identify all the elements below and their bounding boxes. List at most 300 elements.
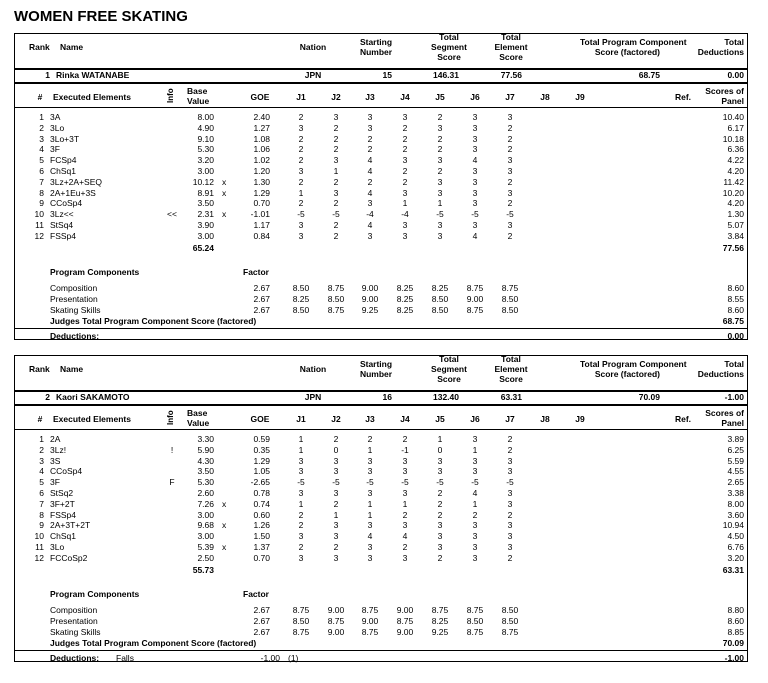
ded-header-2: Deductions bbox=[697, 369, 744, 379]
element-panel-score: 3.60 bbox=[727, 509, 744, 520]
element-judge-score: 2 bbox=[507, 230, 513, 241]
element-judge-score: 3 bbox=[367, 488, 373, 498]
element-base-value: 5.90 bbox=[197, 444, 214, 455]
element-judge-score: 1 bbox=[437, 434, 443, 444]
elements-divider bbox=[14, 107, 748, 108]
pcs-total: 70.09 bbox=[722, 638, 744, 648]
element-name: FCSp4 bbox=[50, 155, 77, 166]
component-judge-score: 8.50 bbox=[327, 294, 345, 304]
element-judge-score: 1 bbox=[402, 198, 408, 209]
element-judge-score: 3 bbox=[472, 466, 478, 477]
element-judge-score: 3 bbox=[472, 144, 478, 155]
element-judge-score: 2 bbox=[507, 552, 513, 563]
element-panel-score: 4.20 bbox=[727, 166, 744, 176]
element-base-value: 5.30 bbox=[197, 144, 214, 155]
element-info: << bbox=[167, 209, 177, 220]
judge-header-4: J4 bbox=[400, 414, 410, 424]
info-header: Info bbox=[166, 410, 175, 425]
skater-ded: 0.00 bbox=[727, 70, 744, 80]
element-judge-score: 3 bbox=[367, 230, 373, 241]
element-judge-score: 2 bbox=[333, 144, 339, 155]
base-value-total: 55.73 bbox=[192, 564, 214, 575]
element-judge-score: 2 bbox=[333, 133, 339, 144]
judge-header-4: J4 bbox=[400, 92, 410, 102]
element-judge-score: 3 bbox=[333, 552, 339, 563]
element-number: 8 bbox=[39, 509, 44, 520]
component-judge-score: 8.50 bbox=[501, 605, 519, 615]
element-judge-score: 4 bbox=[367, 166, 373, 176]
element-goe: 1.08 bbox=[253, 133, 270, 144]
nation-header: Nation bbox=[299, 42, 327, 52]
component-judge-score: 8.75 bbox=[501, 627, 519, 637]
element-bonus-mark: x bbox=[222, 187, 227, 198]
element-base-value: 2.60 bbox=[197, 488, 214, 498]
element-judge-score: 2 bbox=[437, 488, 443, 498]
component-judge-score: 8.50 bbox=[431, 294, 449, 304]
element-judge-score: -1 bbox=[401, 444, 409, 455]
judge-header-7: J7 bbox=[505, 92, 515, 102]
element-number: 4 bbox=[39, 466, 44, 477]
element-name: FCCoSp2 bbox=[50, 552, 88, 563]
element-judge-score: 3 bbox=[402, 187, 408, 198]
element-judge-score: 3 bbox=[367, 520, 373, 531]
element-name: 3A bbox=[50, 112, 61, 122]
element-panel-score: 3.38 bbox=[727, 488, 744, 498]
skater-ded: -1.00 bbox=[724, 392, 744, 402]
element-judge-score: 3 bbox=[367, 112, 373, 122]
panel-header-1: Scores of bbox=[705, 86, 744, 96]
element-judge-score: 3 bbox=[472, 122, 478, 133]
element-judge-score: 2 bbox=[437, 552, 443, 563]
element-base-value: 3.00 bbox=[197, 509, 214, 520]
component-judge-score: 8.75 bbox=[327, 283, 345, 293]
element-base-value: 10.12 bbox=[192, 176, 214, 187]
element-panel-score: 10.94 bbox=[722, 520, 744, 531]
element-judge-score: 2 bbox=[507, 144, 513, 155]
judge-header-6: J6 bbox=[470, 414, 480, 424]
element-judge-score: -5 bbox=[506, 209, 514, 220]
element-judge-score: 2 bbox=[333, 122, 339, 133]
component-judge-score: 8.75 bbox=[466, 283, 484, 293]
element-judge-score: 4 bbox=[402, 531, 408, 542]
element-number: 2 bbox=[39, 444, 44, 455]
starting-header-2: Number bbox=[359, 369, 393, 379]
tss-header-1: Total bbox=[439, 32, 459, 42]
component-judge-score: 8.75 bbox=[327, 616, 345, 626]
element-number: 7 bbox=[39, 176, 44, 187]
element-judge-score: 3 bbox=[472, 187, 478, 198]
component-judge-score: 9.00 bbox=[327, 627, 345, 637]
element-number: 6 bbox=[39, 166, 44, 176]
element-judge-score: 2 bbox=[298, 155, 304, 166]
deduction-value: -1.00 bbox=[260, 653, 280, 663]
element-judge-score: 1 bbox=[472, 444, 478, 455]
judge-header-1: J1 bbox=[296, 414, 306, 424]
element-base-value: 3.30 bbox=[197, 434, 214, 444]
element-name: 3Lz+2A+SEQ bbox=[50, 176, 102, 187]
element-judge-score: 1 bbox=[367, 444, 373, 455]
element-judge-score: 3 bbox=[402, 230, 408, 241]
nation-header: Nation bbox=[299, 364, 327, 374]
deductions-total: -1.00 bbox=[724, 653, 744, 663]
element-judge-score: 3 bbox=[367, 198, 373, 209]
element-name: ChSq1 bbox=[50, 531, 76, 542]
component-judge-score: 9.00 bbox=[361, 294, 379, 304]
component-judge-score: 8.50 bbox=[292, 283, 310, 293]
deductions-total: 0.00 bbox=[727, 331, 744, 341]
element-judge-score: 3 bbox=[507, 488, 513, 498]
element-judge-score: 3 bbox=[367, 122, 373, 133]
component-judge-score: 8.25 bbox=[396, 305, 414, 315]
skater-start: 16 bbox=[382, 392, 392, 402]
skater-tss: 146.31 bbox=[433, 70, 459, 80]
element-judge-score: 3 bbox=[472, 434, 478, 444]
element-judge-score: -4 bbox=[401, 209, 409, 220]
element-judge-score: 3 bbox=[507, 455, 513, 466]
element-judge-score: 3 bbox=[298, 122, 304, 133]
goe-header: GOE bbox=[250, 92, 270, 102]
component-judge-score: 9.25 bbox=[361, 305, 379, 315]
element-judge-score: 3 bbox=[472, 198, 478, 209]
element-judge-score: 2 bbox=[402, 176, 408, 187]
element-judge-score: 3 bbox=[472, 166, 478, 176]
component-judge-score: 8.75 bbox=[361, 605, 379, 615]
factor-header: Factor bbox=[243, 267, 269, 277]
element-goe: 2.40 bbox=[253, 112, 270, 122]
element-judge-score: 2 bbox=[402, 133, 408, 144]
rank-header: Rank bbox=[29, 42, 50, 52]
element-goe: 1.50 bbox=[253, 531, 270, 542]
element-judge-score: 2 bbox=[437, 166, 443, 176]
component-judge-score: 9.00 bbox=[361, 616, 379, 626]
element-bonus-mark: x bbox=[222, 209, 227, 220]
element-judge-score: 1 bbox=[367, 509, 373, 520]
element-judge-score: 1 bbox=[333, 166, 339, 176]
element-judge-score: 1 bbox=[298, 498, 304, 509]
element-base-value: 8.00 bbox=[197, 112, 214, 122]
element-judge-score: 3 bbox=[437, 155, 443, 166]
element-base-value: 4.30 bbox=[197, 455, 214, 466]
element-number: 9 bbox=[39, 520, 44, 531]
element-judge-score: 3 bbox=[472, 133, 478, 144]
element-bonus-mark: x bbox=[222, 498, 227, 509]
element-number: 10 bbox=[34, 209, 44, 220]
element-name: ChSq1 bbox=[50, 166, 76, 176]
judge-header-5: J5 bbox=[435, 92, 445, 102]
element-judge-score: 3 bbox=[298, 552, 304, 563]
element-judge-score: 3 bbox=[333, 155, 339, 166]
skater-start: 15 bbox=[382, 70, 392, 80]
element-judge-score: 3 bbox=[402, 155, 408, 166]
elements-divider bbox=[14, 429, 748, 430]
element-number: 7 bbox=[39, 498, 44, 509]
panel-header-2: Panel bbox=[721, 418, 744, 428]
component-judge-score: 8.75 bbox=[292, 627, 310, 637]
element-goe: 0.70 bbox=[253, 198, 270, 209]
element-judge-score: 1 bbox=[472, 498, 478, 509]
element-judge-score: -5 bbox=[332, 209, 340, 220]
element-judge-score: 3 bbox=[298, 488, 304, 498]
element-judge-score: 3 bbox=[333, 520, 339, 531]
element-number: 11 bbox=[35, 542, 44, 552]
element-judge-score: 2 bbox=[333, 198, 339, 209]
element-judge-score: 3 bbox=[507, 520, 513, 531]
starting-header-1: Starting bbox=[359, 359, 393, 369]
component-judge-score: 8.50 bbox=[501, 294, 519, 304]
component-judge-score: 8.50 bbox=[501, 305, 519, 315]
judge-header-7: J7 bbox=[505, 414, 515, 424]
component-panel-score: 8.55 bbox=[727, 294, 744, 304]
component-judge-score: 8.75 bbox=[466, 605, 484, 615]
component-judge-score: 9.00 bbox=[361, 283, 379, 293]
deduction-reason: Falls bbox=[116, 653, 134, 663]
element-judge-score: 3 bbox=[472, 552, 478, 563]
element-judge-score: 1 bbox=[367, 498, 373, 509]
component-judge-score: 8.75 bbox=[361, 627, 379, 637]
element-judge-score: 3 bbox=[333, 466, 339, 477]
element-judge-score: 3 bbox=[472, 455, 478, 466]
element-judge-score: 3 bbox=[437, 220, 443, 230]
element-judge-score: 2 bbox=[298, 133, 304, 144]
element-panel-score: 10.20 bbox=[722, 187, 744, 198]
element-panel-score: 2.65 bbox=[727, 477, 744, 488]
judge-header-8: J8 bbox=[540, 92, 550, 102]
deductions-divider bbox=[14, 650, 748, 651]
deductions-label: Deductions: bbox=[50, 331, 100, 341]
element-bonus-mark: x bbox=[222, 542, 227, 552]
panel-header-2: Panel bbox=[721, 96, 744, 106]
element-goe: 1.37 bbox=[253, 542, 270, 552]
element-judge-score: 2 bbox=[507, 133, 513, 144]
name-header: Name bbox=[60, 42, 84, 52]
component-judge-score: 8.75 bbox=[327, 305, 345, 315]
element-name: 3S bbox=[50, 455, 61, 466]
factor-header: Factor bbox=[243, 589, 269, 599]
element-judge-score: 2 bbox=[507, 509, 513, 520]
element-number: 8 bbox=[39, 187, 44, 198]
element-base-value: 2.31 bbox=[197, 209, 214, 220]
ref-header: Ref. bbox=[674, 92, 692, 102]
judge-header-2: J2 bbox=[331, 414, 341, 424]
element-name: 3Lz<< bbox=[50, 209, 74, 220]
element-judge-score: 3 bbox=[507, 531, 513, 542]
element-goe: 1.06 bbox=[253, 144, 270, 155]
element-judge-score: 2 bbox=[298, 542, 304, 552]
elements-header: Executed Elements bbox=[53, 414, 131, 424]
element-number: 1 bbox=[39, 434, 44, 444]
element-name: 2A+1Eu+3S bbox=[50, 187, 96, 198]
tss-header-2: Segment bbox=[431, 42, 467, 52]
element-name: 3F bbox=[50, 144, 60, 155]
starting-header-2: Number bbox=[359, 47, 393, 57]
element-base-value: 3.50 bbox=[197, 198, 214, 209]
element-base-value: 3.50 bbox=[197, 466, 214, 477]
element-goe: -1.01 bbox=[250, 209, 270, 220]
element-name: 3F+2T bbox=[50, 498, 75, 509]
element-judge-score: 2 bbox=[472, 509, 478, 520]
element-number: 11 bbox=[35, 220, 44, 230]
num-header: # bbox=[37, 92, 43, 102]
component-judge-score: 8.25 bbox=[396, 294, 414, 304]
element-judge-score: 4 bbox=[367, 220, 373, 230]
element-judge-score: 3 bbox=[402, 520, 408, 531]
element-goe: 1.27 bbox=[253, 122, 270, 133]
element-name: 3Lz! bbox=[50, 444, 67, 455]
element-judge-score: 3 bbox=[298, 220, 304, 230]
element-name: CCoSp4 bbox=[50, 466, 83, 477]
component-judge-score: 8.25 bbox=[292, 294, 310, 304]
element-base-value: 3.90 bbox=[197, 220, 214, 230]
element-panel-score: 6.25 bbox=[727, 444, 744, 455]
element-judge-score: 2 bbox=[367, 144, 373, 155]
element-panel-score: 5.07 bbox=[727, 220, 744, 230]
element-goe: 0.59 bbox=[253, 434, 270, 444]
element-info: F bbox=[169, 477, 175, 488]
element-number: 3 bbox=[39, 133, 44, 144]
element-judge-score: 1 bbox=[333, 509, 339, 520]
element-judge-score: 3 bbox=[333, 531, 339, 542]
component-factor: 2.67 bbox=[253, 305, 270, 315]
element-judge-score: 3 bbox=[402, 488, 408, 498]
tes-header-3: Score bbox=[499, 52, 523, 62]
element-base-value: 2.50 bbox=[197, 552, 214, 563]
component-judge-score: 8.50 bbox=[431, 305, 449, 315]
element-judge-score: 2 bbox=[402, 122, 408, 133]
tes-header-1: Total bbox=[501, 354, 521, 364]
tss-header-1: Total bbox=[439, 354, 459, 364]
component-panel-score: 8.60 bbox=[727, 283, 744, 293]
skater-tes: 77.56 bbox=[500, 70, 522, 80]
element-judge-score: 2 bbox=[437, 509, 443, 520]
element-goe: 0.70 bbox=[253, 552, 270, 563]
element-judge-score: 3 bbox=[437, 520, 443, 531]
element-judge-score: 1 bbox=[437, 198, 443, 209]
base-value-header-1: Base bbox=[187, 408, 208, 418]
element-base-value: 8.91 bbox=[197, 187, 214, 198]
judge-header-1: J1 bbox=[296, 92, 306, 102]
element-judge-score: 4 bbox=[472, 155, 478, 166]
element-panel-score: 4.22 bbox=[727, 155, 744, 166]
component-panel-score: 8.60 bbox=[727, 305, 744, 315]
element-judge-score: 3 bbox=[437, 230, 443, 241]
element-judge-score: 3 bbox=[437, 455, 443, 466]
element-number: 5 bbox=[39, 155, 44, 166]
pcs-header-1: Total Program Component bbox=[580, 359, 687, 369]
component-factor: 2.67 bbox=[253, 616, 270, 626]
element-judge-score: 2 bbox=[298, 198, 304, 209]
element-judge-score: 2 bbox=[437, 498, 443, 509]
element-goe: 1.30 bbox=[253, 176, 270, 187]
element-goe: 0.35 bbox=[253, 444, 270, 455]
component-judge-score: 8.50 bbox=[466, 616, 484, 626]
element-number: 2 bbox=[39, 122, 44, 133]
element-judge-score: -5 bbox=[297, 209, 305, 220]
element-judge-score: 2 bbox=[333, 230, 339, 241]
element-name: 2A bbox=[50, 434, 61, 444]
element-judge-score: 2 bbox=[333, 220, 339, 230]
element-judge-score: -5 bbox=[366, 477, 374, 488]
pcs-total: 68.75 bbox=[722, 316, 744, 326]
element-name: FSSp4 bbox=[50, 230, 76, 241]
goe-header: GOE bbox=[250, 414, 270, 424]
components-header: Program Components bbox=[50, 589, 140, 599]
component-judge-score: 8.50 bbox=[292, 616, 310, 626]
skater-rank: 2 bbox=[45, 392, 50, 402]
element-judge-score: 3 bbox=[298, 455, 304, 466]
element-panel-score: 6.76 bbox=[727, 542, 744, 552]
component-judge-score: 9.25 bbox=[431, 627, 449, 637]
element-judge-score: 3 bbox=[367, 455, 373, 466]
component-name: Presentation bbox=[50, 616, 98, 626]
base-value-header-2: Value bbox=[187, 418, 210, 428]
component-name: Composition bbox=[50, 283, 98, 293]
skater-nation: JPN bbox=[304, 392, 322, 402]
component-judge-score: 8.75 bbox=[431, 605, 449, 615]
element-judge-score: 3 bbox=[507, 112, 513, 122]
element-number: 3 bbox=[39, 455, 44, 466]
element-goe: 0.74 bbox=[253, 498, 270, 509]
component-judge-score: 8.50 bbox=[501, 616, 519, 626]
element-judge-score: -5 bbox=[332, 477, 340, 488]
element-judge-score: 2 bbox=[298, 144, 304, 155]
element-judge-score: 2 bbox=[507, 198, 513, 209]
component-factor: 2.67 bbox=[253, 283, 270, 293]
element-judge-score: -5 bbox=[297, 477, 305, 488]
element-judge-score: 2 bbox=[298, 509, 304, 520]
element-judge-score: 2 bbox=[437, 112, 443, 122]
element-number: 4 bbox=[39, 144, 44, 155]
element-judge-score: 3 bbox=[402, 466, 408, 477]
judge-header-9: J9 bbox=[575, 414, 585, 424]
element-judge-score: 3 bbox=[437, 122, 443, 133]
element-number: 12 bbox=[34, 230, 44, 241]
element-judge-score: -5 bbox=[471, 209, 479, 220]
elements-header: Executed Elements bbox=[53, 92, 131, 102]
element-base-value: 4.90 bbox=[197, 122, 214, 133]
components-header: Program Components bbox=[50, 267, 140, 277]
element-judge-score: 2 bbox=[402, 509, 408, 520]
component-judge-score: 9.00 bbox=[396, 605, 414, 615]
element-panel-score: 10.18 bbox=[722, 133, 744, 144]
deductions-label: Deductions: bbox=[50, 653, 100, 663]
element-judge-score: 3 bbox=[472, 542, 478, 552]
tes-header-1: Total bbox=[501, 32, 521, 42]
judge-header-3: J3 bbox=[365, 92, 375, 102]
element-judge-score: 2 bbox=[298, 112, 304, 122]
element-judge-score: 3 bbox=[367, 542, 373, 552]
element-name: FSSp4 bbox=[50, 509, 76, 520]
element-judge-score: 3 bbox=[333, 455, 339, 466]
element-goe: 1.26 bbox=[253, 520, 270, 531]
element-judge-score: 0 bbox=[437, 444, 443, 455]
base-value-total: 65.24 bbox=[192, 242, 214, 253]
element-judge-score: 2 bbox=[298, 520, 304, 531]
element-goe: 0.78 bbox=[253, 488, 270, 498]
element-judge-score: 3 bbox=[507, 466, 513, 477]
element-base-value: 9.68 bbox=[197, 520, 214, 531]
element-judge-score: 2 bbox=[333, 176, 339, 187]
element-judge-score: 2 bbox=[507, 122, 513, 133]
element-judge-score: 3 bbox=[402, 112, 408, 122]
component-panel-score: 8.60 bbox=[727, 616, 744, 626]
tes-total: 77.56 bbox=[722, 242, 744, 253]
starting-header-1: Starting bbox=[359, 37, 393, 47]
element-number: 1 bbox=[39, 112, 44, 122]
element-judge-score: 3 bbox=[333, 187, 339, 198]
judges-total-label: Judges Total Program Component Score (factored) bbox=[50, 316, 257, 326]
skater-name: Rinka WATANABE bbox=[56, 70, 130, 80]
element-judge-score: 2 bbox=[298, 176, 304, 187]
